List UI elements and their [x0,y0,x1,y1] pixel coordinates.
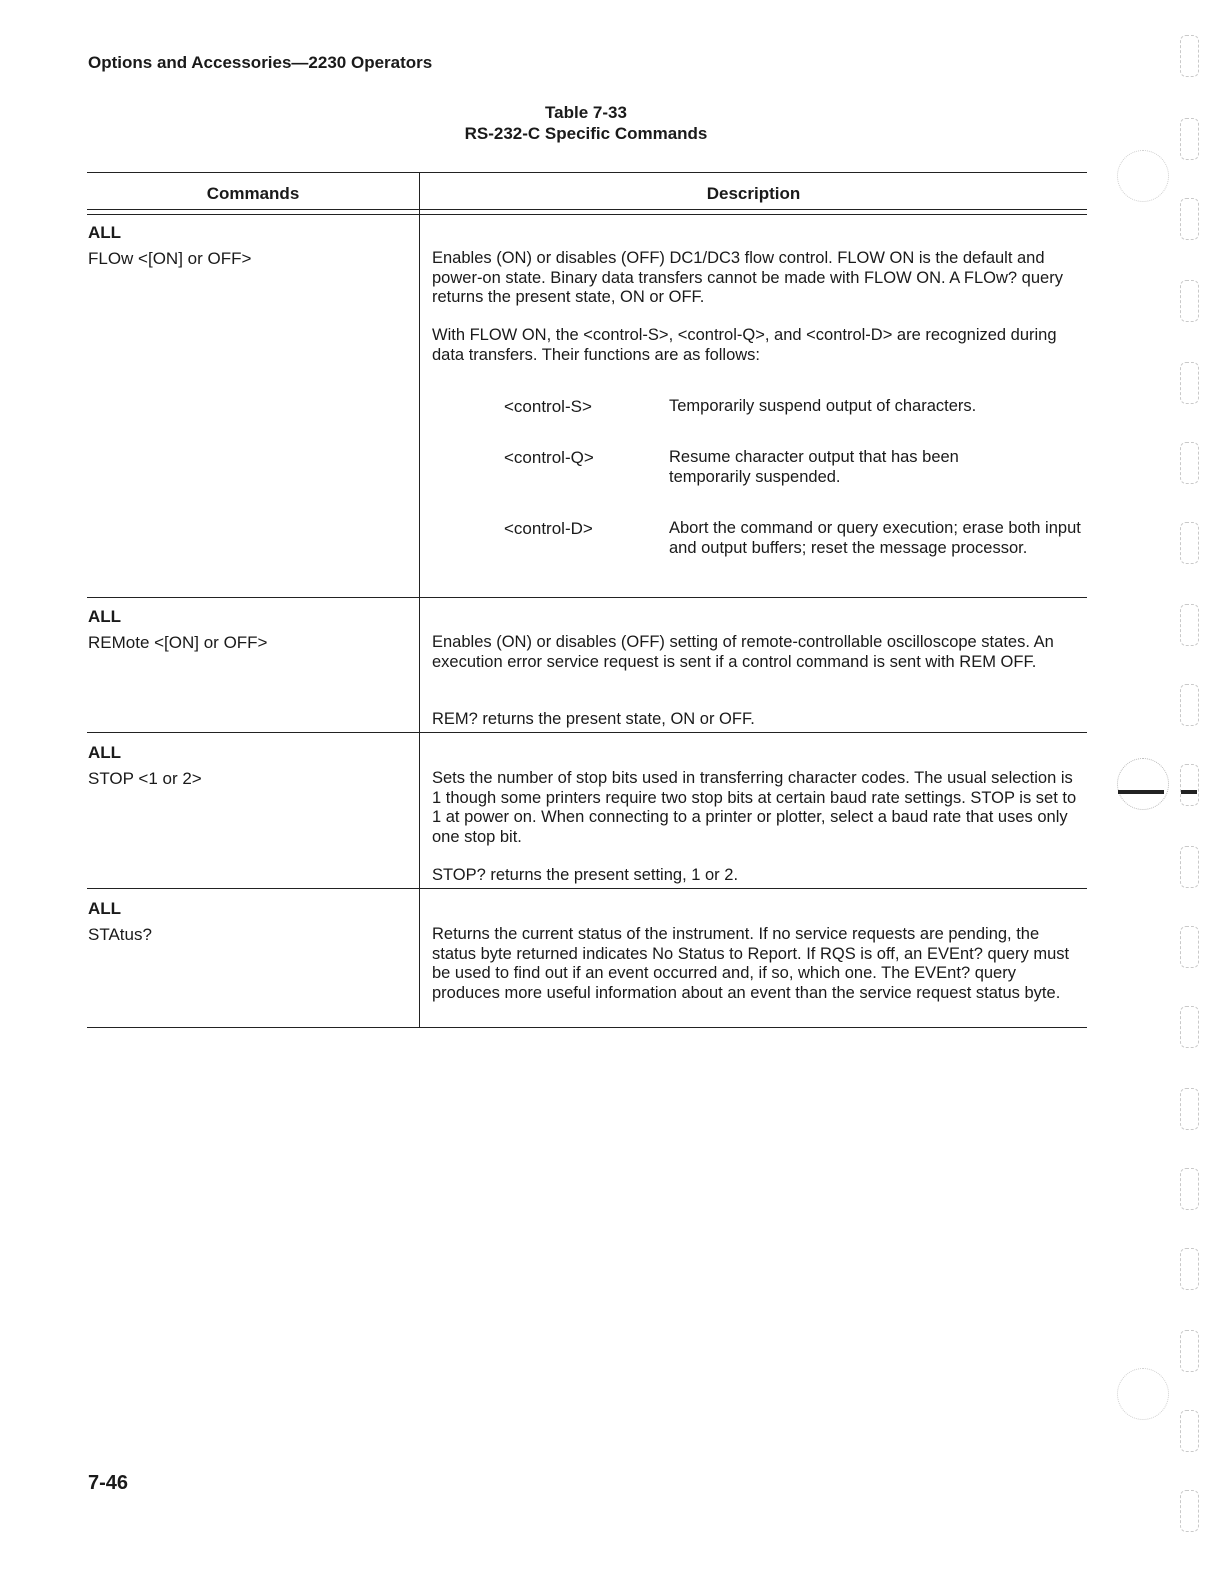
table-top-rule [87,172,1087,173]
description-paragraph: Enables (ON) or disables (OFF) setting of remote-controllable oscilloscope states. An execution error service request is sent if a control command is sent with REM OFF. [432,633,1054,671]
binder-ring-icon [1117,150,1169,202]
command-syntax: REMote <[ON] or OFF> [88,633,268,652]
table-title: RS-232-C Specific Commands [464,124,708,143]
binder-ring-icon [1117,758,1169,810]
row-divider [87,597,1087,598]
table-number: Table 7-33 [545,103,627,122]
description-paragraph: Sets the number of stop bits used in transferring character codes. The usual selection is 1 though some printers require two stop bits at certain baud rate settings. STOP is set to 1 at power on. When connecting to a printer or plotter, select a baud rate that uses only one stop bit. [432,769,1077,846]
command-description [432,925,1084,1003]
command-description [432,710,1084,730]
command-description [432,249,1084,308]
binder-hole-icon [1180,1490,1199,1532]
binder-hole-icon [1180,684,1199,726]
header-rule-double [87,214,1087,215]
section-tab-marker [1118,790,1164,794]
description-paragraph: Enables (ON) or disables (OFF) DC1/DC3 flow control. FLOW ON is the default and power-on state. Binary data transfers cannot be made with FLOW ON. A FLOw? query returns the present state, ON or OFF. [432,249,1063,307]
binder-ring-icon [1117,1368,1169,1420]
binder-hole-icon [1180,604,1199,646]
binder-hole-icon [1180,442,1199,484]
command-description [432,866,1084,886]
table-bottom-rule [87,1027,1087,1028]
description-paragraph: Returns the current status of the instrument. If no service requests are pending, the status byte returned indicates No Status to Report. If RQS is off, an EVEnt? query must be used to find out if an event occurred and, if so, which one. The EVEnt? query produces more useful information about an event than the service request status byte. [432,925,1070,1002]
row-divider [87,888,1087,889]
table-row-label [88,223,251,269]
description-paragraph: With FLOW ON, the <control-S>, <control-Q>, and <control-D> are recognized during data transfers. Their functions are as follows: [432,326,1057,364]
column-header-description: Description [706,184,801,203]
binder-hole-icon [1180,118,1199,160]
binder-hole-icon [1180,1088,1199,1130]
commands-table [87,172,1087,1028]
column-header-commands: Commands [206,184,300,203]
binder-hole-icon [1180,1248,1199,1290]
table-row-label [88,899,152,945]
command-description [432,769,1084,847]
binder-hole-icon [1180,280,1199,322]
control-function: Abort the command or query execution; erase both input and output buffers; reset the message processor. [669,519,1081,557]
command-description [432,326,1084,365]
binder-hole-icon [1180,926,1199,968]
row-divider [87,732,1087,733]
control-key: <control-Q> [504,448,594,467]
command-syntax: STAtus? [88,925,152,944]
running-head: Options and Accessories—2230 Operators [88,53,433,72]
binder-hole-icon [1180,362,1199,404]
binder-hole-icon [1180,198,1199,240]
header-rule [87,209,1087,210]
command-scope: ALL [88,899,122,918]
control-key: <control-D> [504,519,593,538]
description-paragraph: STOP? returns the present setting, 1 or 2. [432,866,739,884]
binder-hole-icon [1180,1330,1199,1372]
table-caption [386,102,786,144]
command-scope: ALL [88,607,122,626]
control-key: <control-S> [504,397,592,416]
binder-hole-icon [1180,846,1199,888]
binder-hole-icon [1180,1410,1199,1452]
command-scope: ALL [88,743,122,762]
column-divider [419,172,420,1028]
control-function: Resume character output that has been temporarily suspended. [669,448,959,486]
binder-hole-icon [1180,1168,1199,1210]
table-row-label [88,743,202,789]
control-function: Temporarily suspend output of characters. [669,397,977,415]
binder-hole-icon [1180,764,1199,806]
command-description [432,633,1084,672]
page-number: 7-46 [88,1472,129,1494]
description-paragraph: REM? returns the present state, ON or OFF. [432,710,755,728]
binder-hole-icon [1180,35,1199,77]
command-syntax: FLOw <[ON] or OFF> [88,249,252,268]
binder-hole-icon [1180,522,1199,564]
binder-hole-icon [1180,1006,1199,1048]
command-syntax: STOP <1 or 2> [88,769,202,788]
table-row-label [88,607,268,653]
command-scope: ALL [88,223,122,242]
